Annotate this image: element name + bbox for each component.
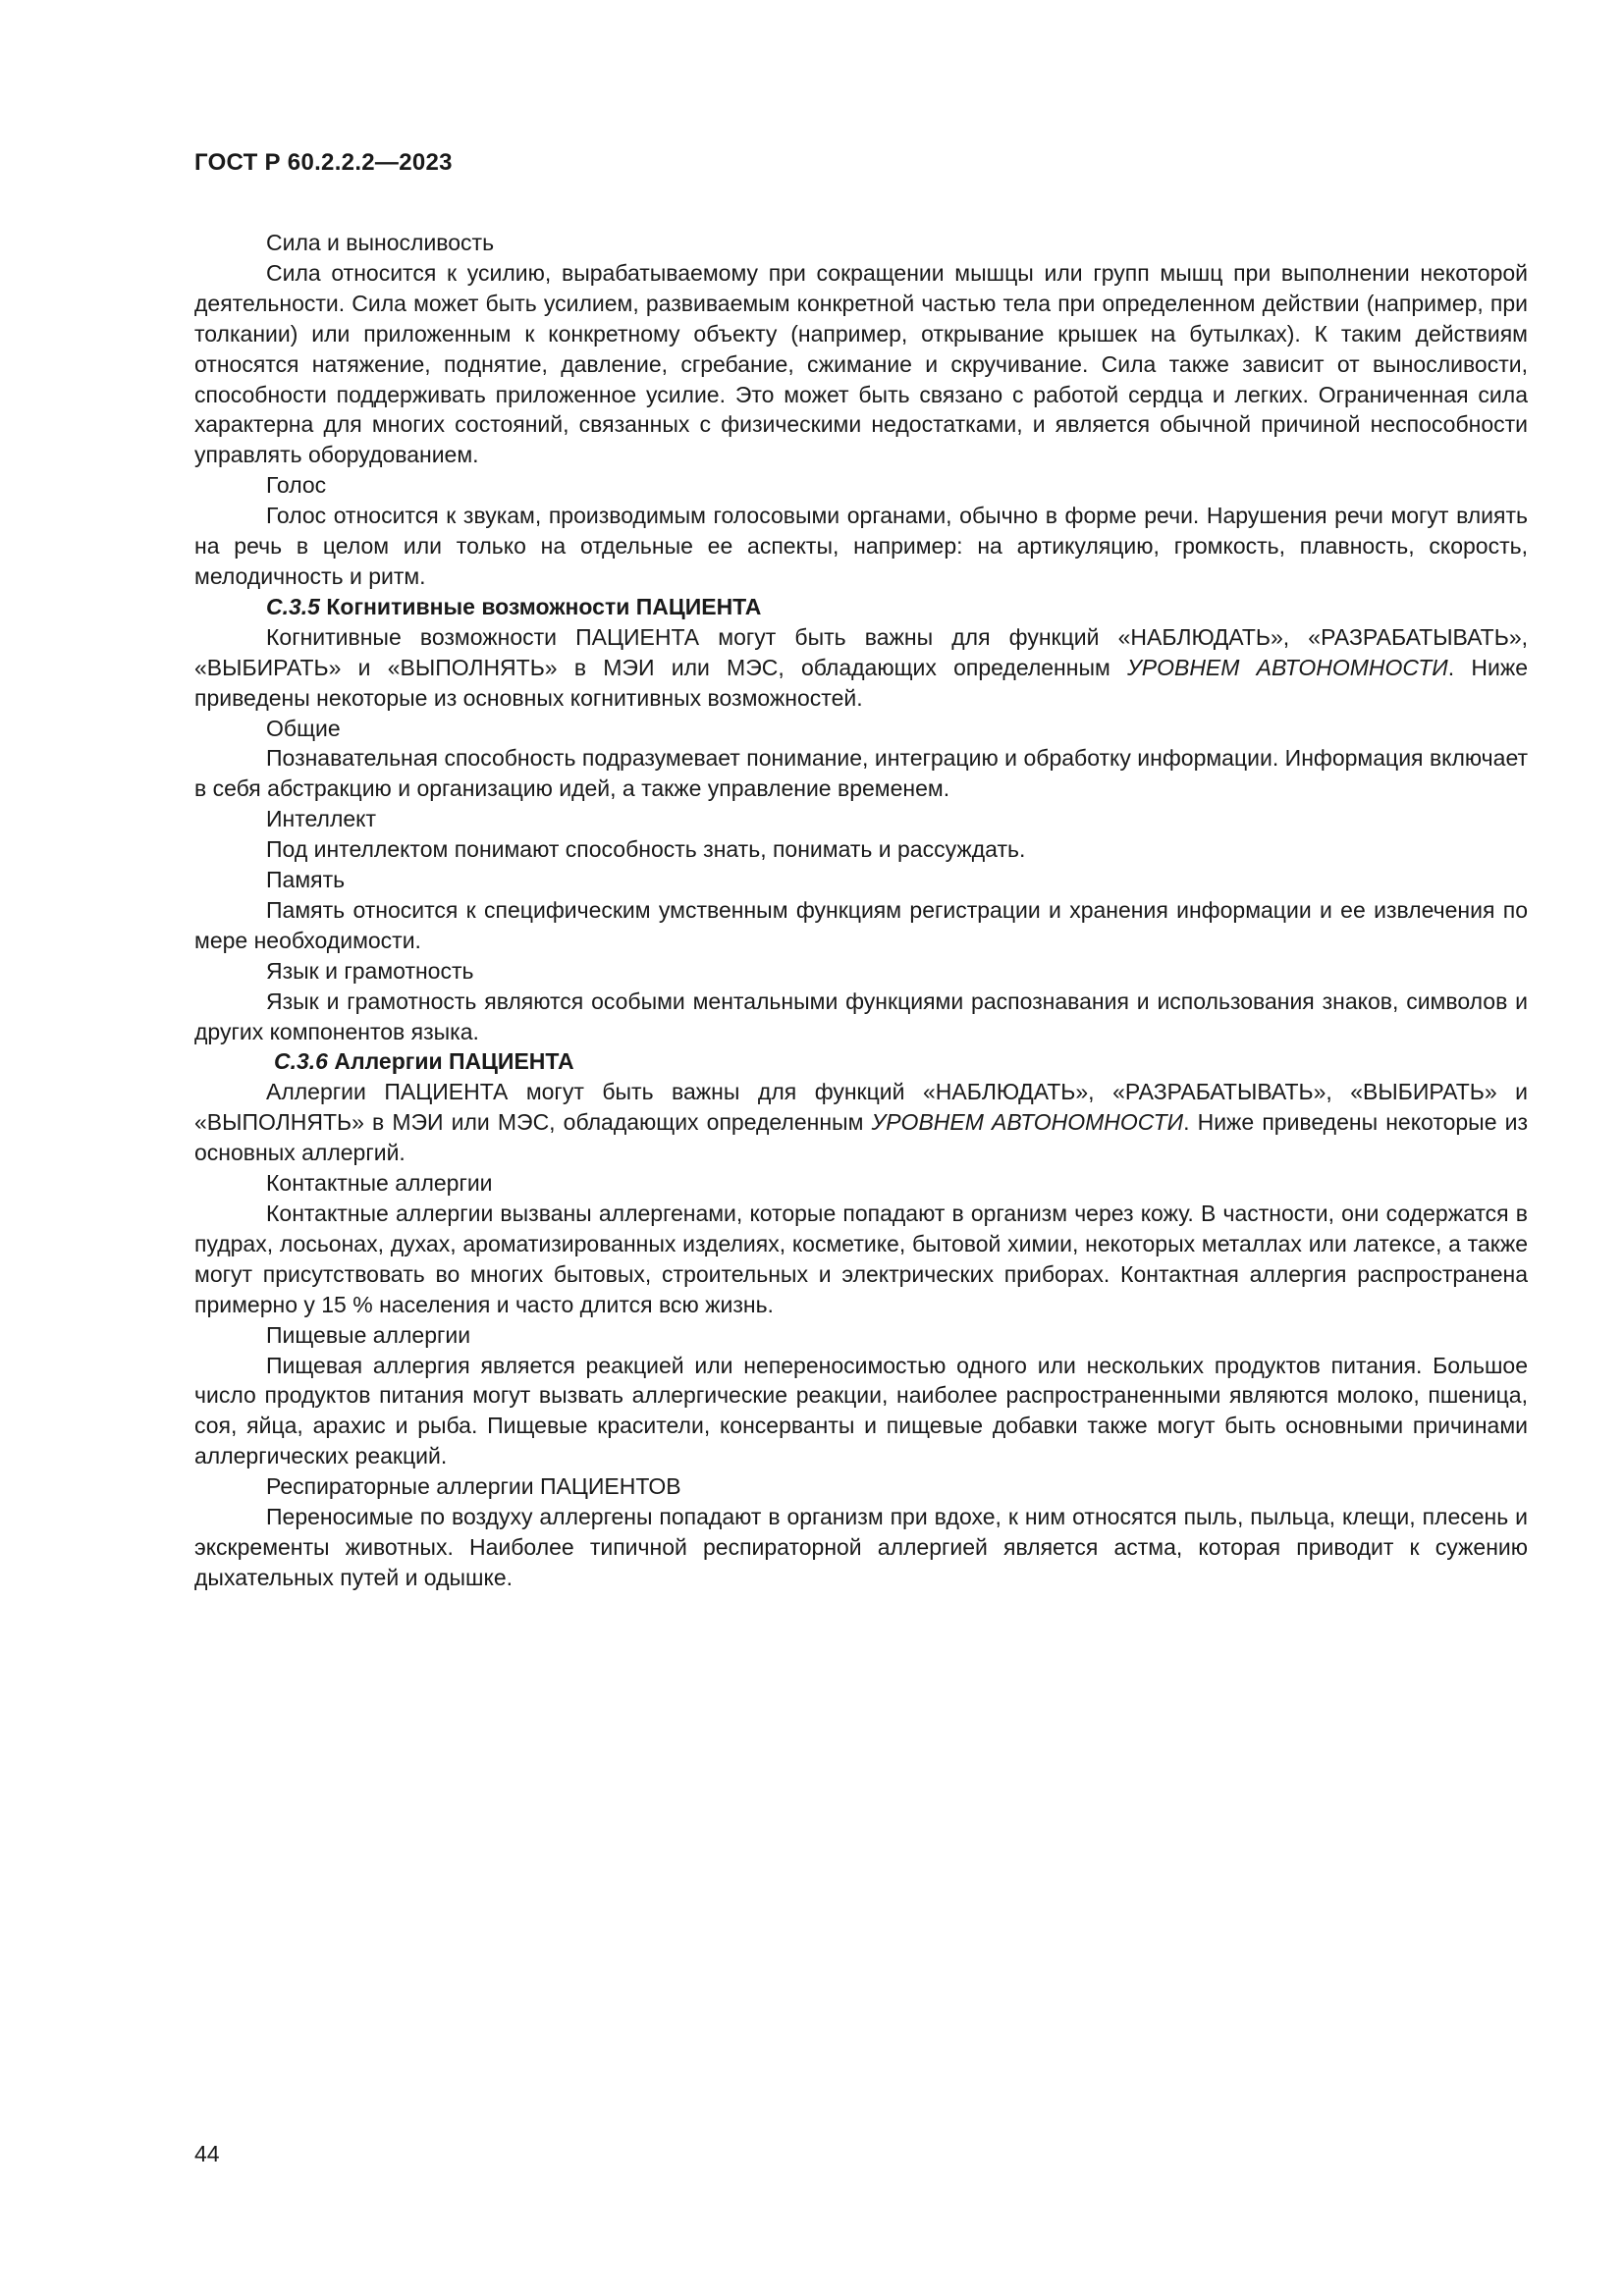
paragraph: Пищевая аллергия является реакцией или непереносимостью одного или нескольких продуктов питания. Большое число продуктов питания могут вызвать аллергические реакции, наиболее распространенными являются молоко, пшеница, соя, яйца, арахис и рыба. Пищевые красители, консерванты и пищевые добавки также могут быть основными причинами аллергических реакций.: [194, 1352, 1528, 1469]
section-heading-c35: [194, 592, 1528, 622]
italic-term: УРОВНЕМ АВТОНОМНОСТИ: [871, 1109, 1184, 1136]
subheading-voice: Голос: [266, 472, 327, 499]
text-run: . Ниже приведены некоторые из основных аллергий.: [194, 1109, 1529, 1166]
section-number: C.3.5: [266, 593, 320, 619]
subheading-general: Общие: [266, 715, 341, 741]
italic-term: УРОВНЕМ АВТОНОМНОСТИ: [1127, 654, 1448, 680]
subheading-food-allergies: Пищевые аллергии: [266, 1321, 471, 1348]
subheading-intellect: Интеллект: [266, 806, 377, 832]
subheading-contact-allergies: Контактные аллергии: [266, 1170, 493, 1197]
section-number: C.3.6: [274, 1048, 328, 1075]
section-title: Аллергии ПАЦИЕНТА: [334, 1048, 574, 1075]
paragraph: Язык и грамотность являются особыми ментальными функциями распознавания и использования знаков, символов и других компонентов языка.: [194, 988, 1528, 1044]
paragraph: Под интеллектом понимают способность знать, понимать и рассуждать.: [266, 836, 1026, 863]
section-heading-c36: [194, 1046, 1528, 1077]
paragraph: [194, 622, 1528, 714]
document-header: ГОСТ Р 60.2.2.2—2023: [194, 149, 453, 176]
paragraph: Переносимые по воздуху аллергены попадают в организм при вдохе, к ним относятся пыль, пыльца, клещи, плесень и экскременты животных. Наиболее типичной респираторной аллергией является астма, которая приводит к сужению дыхательных путей и одышке.: [194, 1504, 1528, 1590]
subheading-memory: Память: [266, 867, 346, 893]
page-number: 44: [194, 2141, 220, 2166]
paragraph: Сила относится к усилию, вырабатываемому при сокращении мышцы или групп мышц при выполнении некоторой деятельности. Сила может быть усилием, развиваемым конкретной частью тела при определенном действии (например, при толкании) или приложенным к конкретному объекту (например, открывание крышек на бутылках). К таким действиям относятся натяжение, поднятие, давление, сгребание, сжимание и скручивание. Сила также зависит от выносливости, способности поддерживать приложенное усилие. Это может быть связано с работой сердца и легких. Ограниченная сила характерна для многих состояний, связанных с физическими недостатками, и является обычной причиной неспособности управлять оборудованием.: [194, 259, 1528, 468]
paragraph: Голос относится к звукам, производимым голосовыми органами, обычно в форме речи. Нарушения речи могут влиять на речь в целом или только на отдельные ее аспекты, например: на артикуляцию, громкость, плавность, скорость, мелодичность и ритм.: [194, 503, 1528, 589]
paragraph: Память относится к специфическим умственным функциям регистрации и хранения информации и ее извлечения по мере необходимости.: [194, 896, 1528, 953]
paragraph: Познавательная способность подразумевает понимание, интеграцию и обработку информации. Информация включает в себя абстракцию и организацию идей, а также управление временем.: [194, 745, 1528, 802]
paragraph: [194, 1077, 1528, 1168]
section-title: Когнитивные возможности ПАЦИЕНТА: [326, 593, 762, 619]
document-body: [194, 228, 1528, 1593]
paragraph: Контактные аллергии вызваны аллергенами, которые попадают в организм через кожу. В частности, они содержатся в пудрах, лосьонах, духах, ароматизированных изделиях, косметике, бытовой химии, некоторых металлах или латексе, а также могут присутствовать во многих бытовых, строительных и электрических приборах. Контактная аллергия распространена примерно у 15 % населения и часто длится всю жизнь.: [194, 1201, 1528, 1317]
text-run: Когнитивные возможности ПАЦИЕНТА могут быть важны для функций «НАБЛЮДАТЬ», «РАЗРАБАТЫВАТЬ», «ВЫБИРАТЬ» и «ВЫПОЛНЯТЬ» в МЭИ или МЭС, обладающих определенным: [194, 623, 1528, 680]
text-run: . Ниже приведены некоторые из основных когнитивных возможностей.: [194, 654, 1529, 711]
subheading-strength: Сила и выносливость: [266, 230, 495, 255]
subheading-language: Язык и грамотность: [266, 957, 474, 984]
subheading-respiratory-allergies: Респираторные аллергии ПАЦИЕНТОВ: [266, 1473, 681, 1500]
text-run: Аллергии ПАЦИЕНТА могут быть важны для функций «НАБЛЮДАТЬ», «РАЗРАБАТЫВАТЬ», «ВЫБИРАТЬ» и «ВЫПОЛНЯТЬ» в МЭИ или МЭС, обладающих определенным: [194, 1079, 1528, 1136]
